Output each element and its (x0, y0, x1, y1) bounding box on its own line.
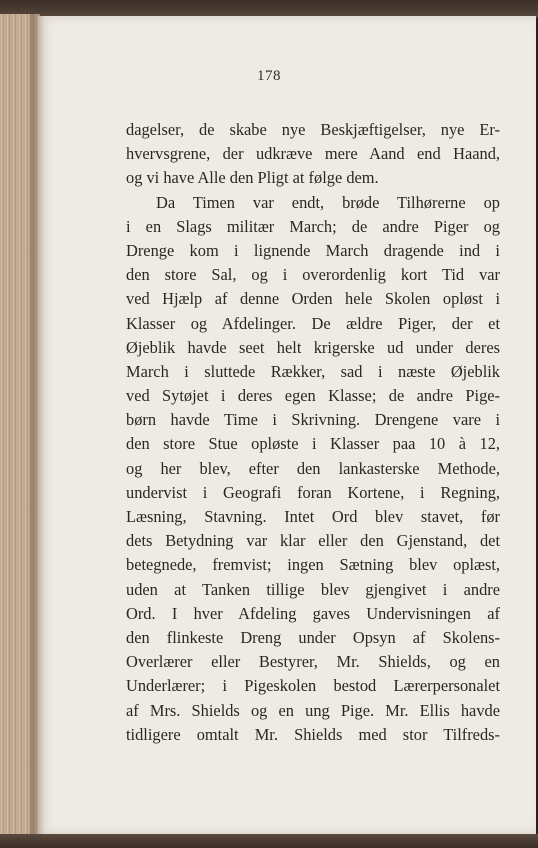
text-line: March i sluttede Rækker, sad i næste Øjeblik (126, 361, 500, 381)
text-line: ved Hjælp af denne Orden hele Skolen opløst i (126, 289, 500, 309)
text-line: Da Timen var endt, brøde Tilhørerne op (156, 192, 500, 212)
text-line: Underlærer; i Pigeskolen bestod Lærerpersonalet (126, 676, 500, 696)
text-line: og vi have Alle den Pligt at følge dem. (126, 168, 379, 188)
text-line: den store Stue opløste i Klasser paa 10 à 12, (126, 434, 500, 454)
page-number: 178 (257, 68, 281, 84)
text-line: uden at Tanken tillige blev gjengivet i andre (126, 579, 500, 599)
text-line: den store Sal, og i overordenlig kort Tid var (126, 265, 500, 285)
text-line: betegnede, fremvist; ingen Sætning blev oplæst, (126, 555, 500, 575)
text-line: hvervsgrene, der udkræve mere Aand end Haand, (126, 144, 500, 164)
text-line: den flinkeste Dreng under Opsyn af Skolens- (126, 627, 500, 647)
text-line: Øjeblik havde seet helt krigerske ud under deres (126, 337, 500, 357)
text-line: ved Sytøjet i deres egen Klasse; de andre Pige- (126, 386, 500, 406)
binding-shadow (30, 14, 44, 840)
text-line: børn havde Time i Skrivning. Drengene vare i (126, 410, 500, 430)
text-line: Ord. I hver Afdeling gaves Undervisningen af (126, 603, 500, 623)
text-line: Overlærer eller Bestyrer, Mr. Shields, og en (126, 652, 500, 672)
bottom-page-edge (0, 834, 538, 848)
text-line: Klasser og Afdelinger. De ældre Piger, der et (126, 313, 500, 333)
text-line: tidligere omtalt Mr. Shields med stor Tilfreds- (126, 724, 500, 744)
text-line: og her blev, efter den lankasterske Methode, (126, 458, 500, 478)
text-line: dets Betydning var klar eller den Gjenstand, det (126, 531, 500, 551)
body-text (126, 118, 500, 747)
text-line: undervist i Geografi foran Kortene, i Regning, (126, 482, 500, 502)
text-line: Læsning, Stavning. Intet Ord blev stavet, før (126, 507, 500, 526)
text-line: af Mrs. Shields og en ung Pige. Mr. Ellis havde (126, 700, 500, 720)
text-line: Drenge kom i lignende March dragende ind i (126, 240, 500, 260)
text-line: dagelser, de skabe nye Beskjæftigelser, nye Er- (126, 120, 500, 139)
text-line: i en Slags militær March; de andre Piger og (126, 216, 500, 236)
